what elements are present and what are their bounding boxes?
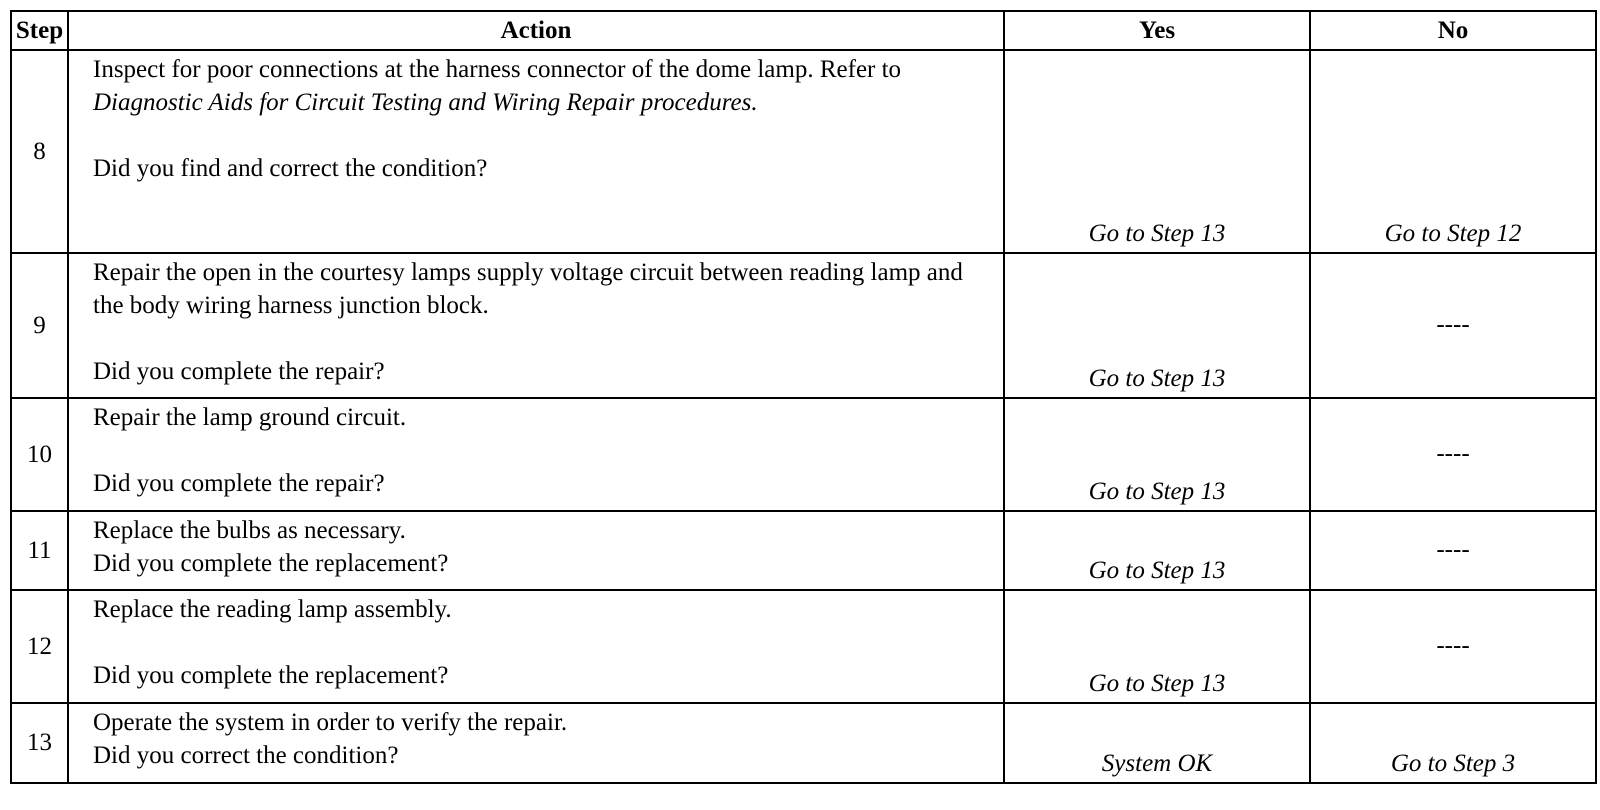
action-text: Operate the system in order to verify the repair. bbox=[93, 709, 568, 736]
action-text: Replace the bulbs as necessary. bbox=[93, 517, 406, 544]
action-text bbox=[93, 56, 901, 116]
table-header-row bbox=[11, 11, 1596, 50]
action-cell bbox=[68, 50, 1004, 253]
action-text-reference: Diagnostic Aids for Circuit Testing and Wiring Repair procedures. bbox=[93, 89, 758, 116]
yes-result: Go to Step 13 bbox=[1004, 398, 1310, 511]
diagnostic-steps-table bbox=[10, 10, 1597, 784]
table-row-step-9 bbox=[11, 253, 1596, 398]
action-text: Replace the reading lamp assembly. bbox=[93, 596, 452, 623]
yes-result: Go to Step 13 bbox=[1004, 50, 1310, 253]
action-cell bbox=[68, 703, 1004, 783]
yes-result: System OK bbox=[1004, 703, 1310, 783]
no-result: ---- bbox=[1310, 398, 1596, 511]
action-text: Repair the lamp ground circuit. bbox=[93, 404, 407, 431]
action-question: Did you find and correct the condition? bbox=[93, 155, 488, 182]
header-action: Action bbox=[68, 11, 1004, 50]
no-result: ---- bbox=[1310, 253, 1596, 398]
step-number: 12 bbox=[11, 590, 68, 703]
table-row-step-13 bbox=[11, 703, 1596, 783]
header-yes: Yes bbox=[1004, 11, 1310, 50]
step-number: 13 bbox=[11, 703, 68, 783]
action-text: Repair the open in the courtesy lamps supply voltage circuit between reading lamp and the body wiring harness junction block. bbox=[93, 259, 963, 319]
diagnostic-table-container bbox=[10, 10, 1597, 784]
yes-result: Go to Step 13 bbox=[1004, 253, 1310, 398]
action-question: Did you complete the replacement? bbox=[93, 662, 449, 689]
header-step: Step bbox=[11, 11, 68, 50]
action-text-plain: Inspect for poor connections at the harness connector of the dome lamp. Refer to bbox=[93, 56, 902, 83]
action-cell bbox=[68, 398, 1004, 511]
yes-result: Go to Step 13 bbox=[1004, 511, 1310, 590]
action-question: Did you complete the replacement? bbox=[93, 550, 449, 577]
step-number: 10 bbox=[11, 398, 68, 511]
table-row-step-12 bbox=[11, 590, 1596, 703]
no-result: ---- bbox=[1310, 511, 1596, 590]
no-result: Go to Step 12 bbox=[1310, 50, 1596, 253]
action-cell bbox=[68, 590, 1004, 703]
action-question: Did you complete the repair? bbox=[93, 358, 385, 385]
no-result: ---- bbox=[1310, 590, 1596, 703]
no-result: Go to Step 3 bbox=[1310, 703, 1596, 783]
action-cell bbox=[68, 511, 1004, 590]
action-cell bbox=[68, 253, 1004, 398]
action-question: Did you complete the repair? bbox=[93, 470, 385, 497]
table-row-step-8 bbox=[11, 50, 1596, 253]
table-row-step-10 bbox=[11, 398, 1596, 511]
action-question: Did you correct the condition? bbox=[93, 742, 399, 769]
step-number: 9 bbox=[11, 253, 68, 398]
step-number: 11 bbox=[11, 511, 68, 590]
yes-result: Go to Step 13 bbox=[1004, 590, 1310, 703]
step-number: 8 bbox=[11, 50, 68, 253]
table-row-step-11 bbox=[11, 511, 1596, 590]
header-no: No bbox=[1310, 11, 1596, 50]
